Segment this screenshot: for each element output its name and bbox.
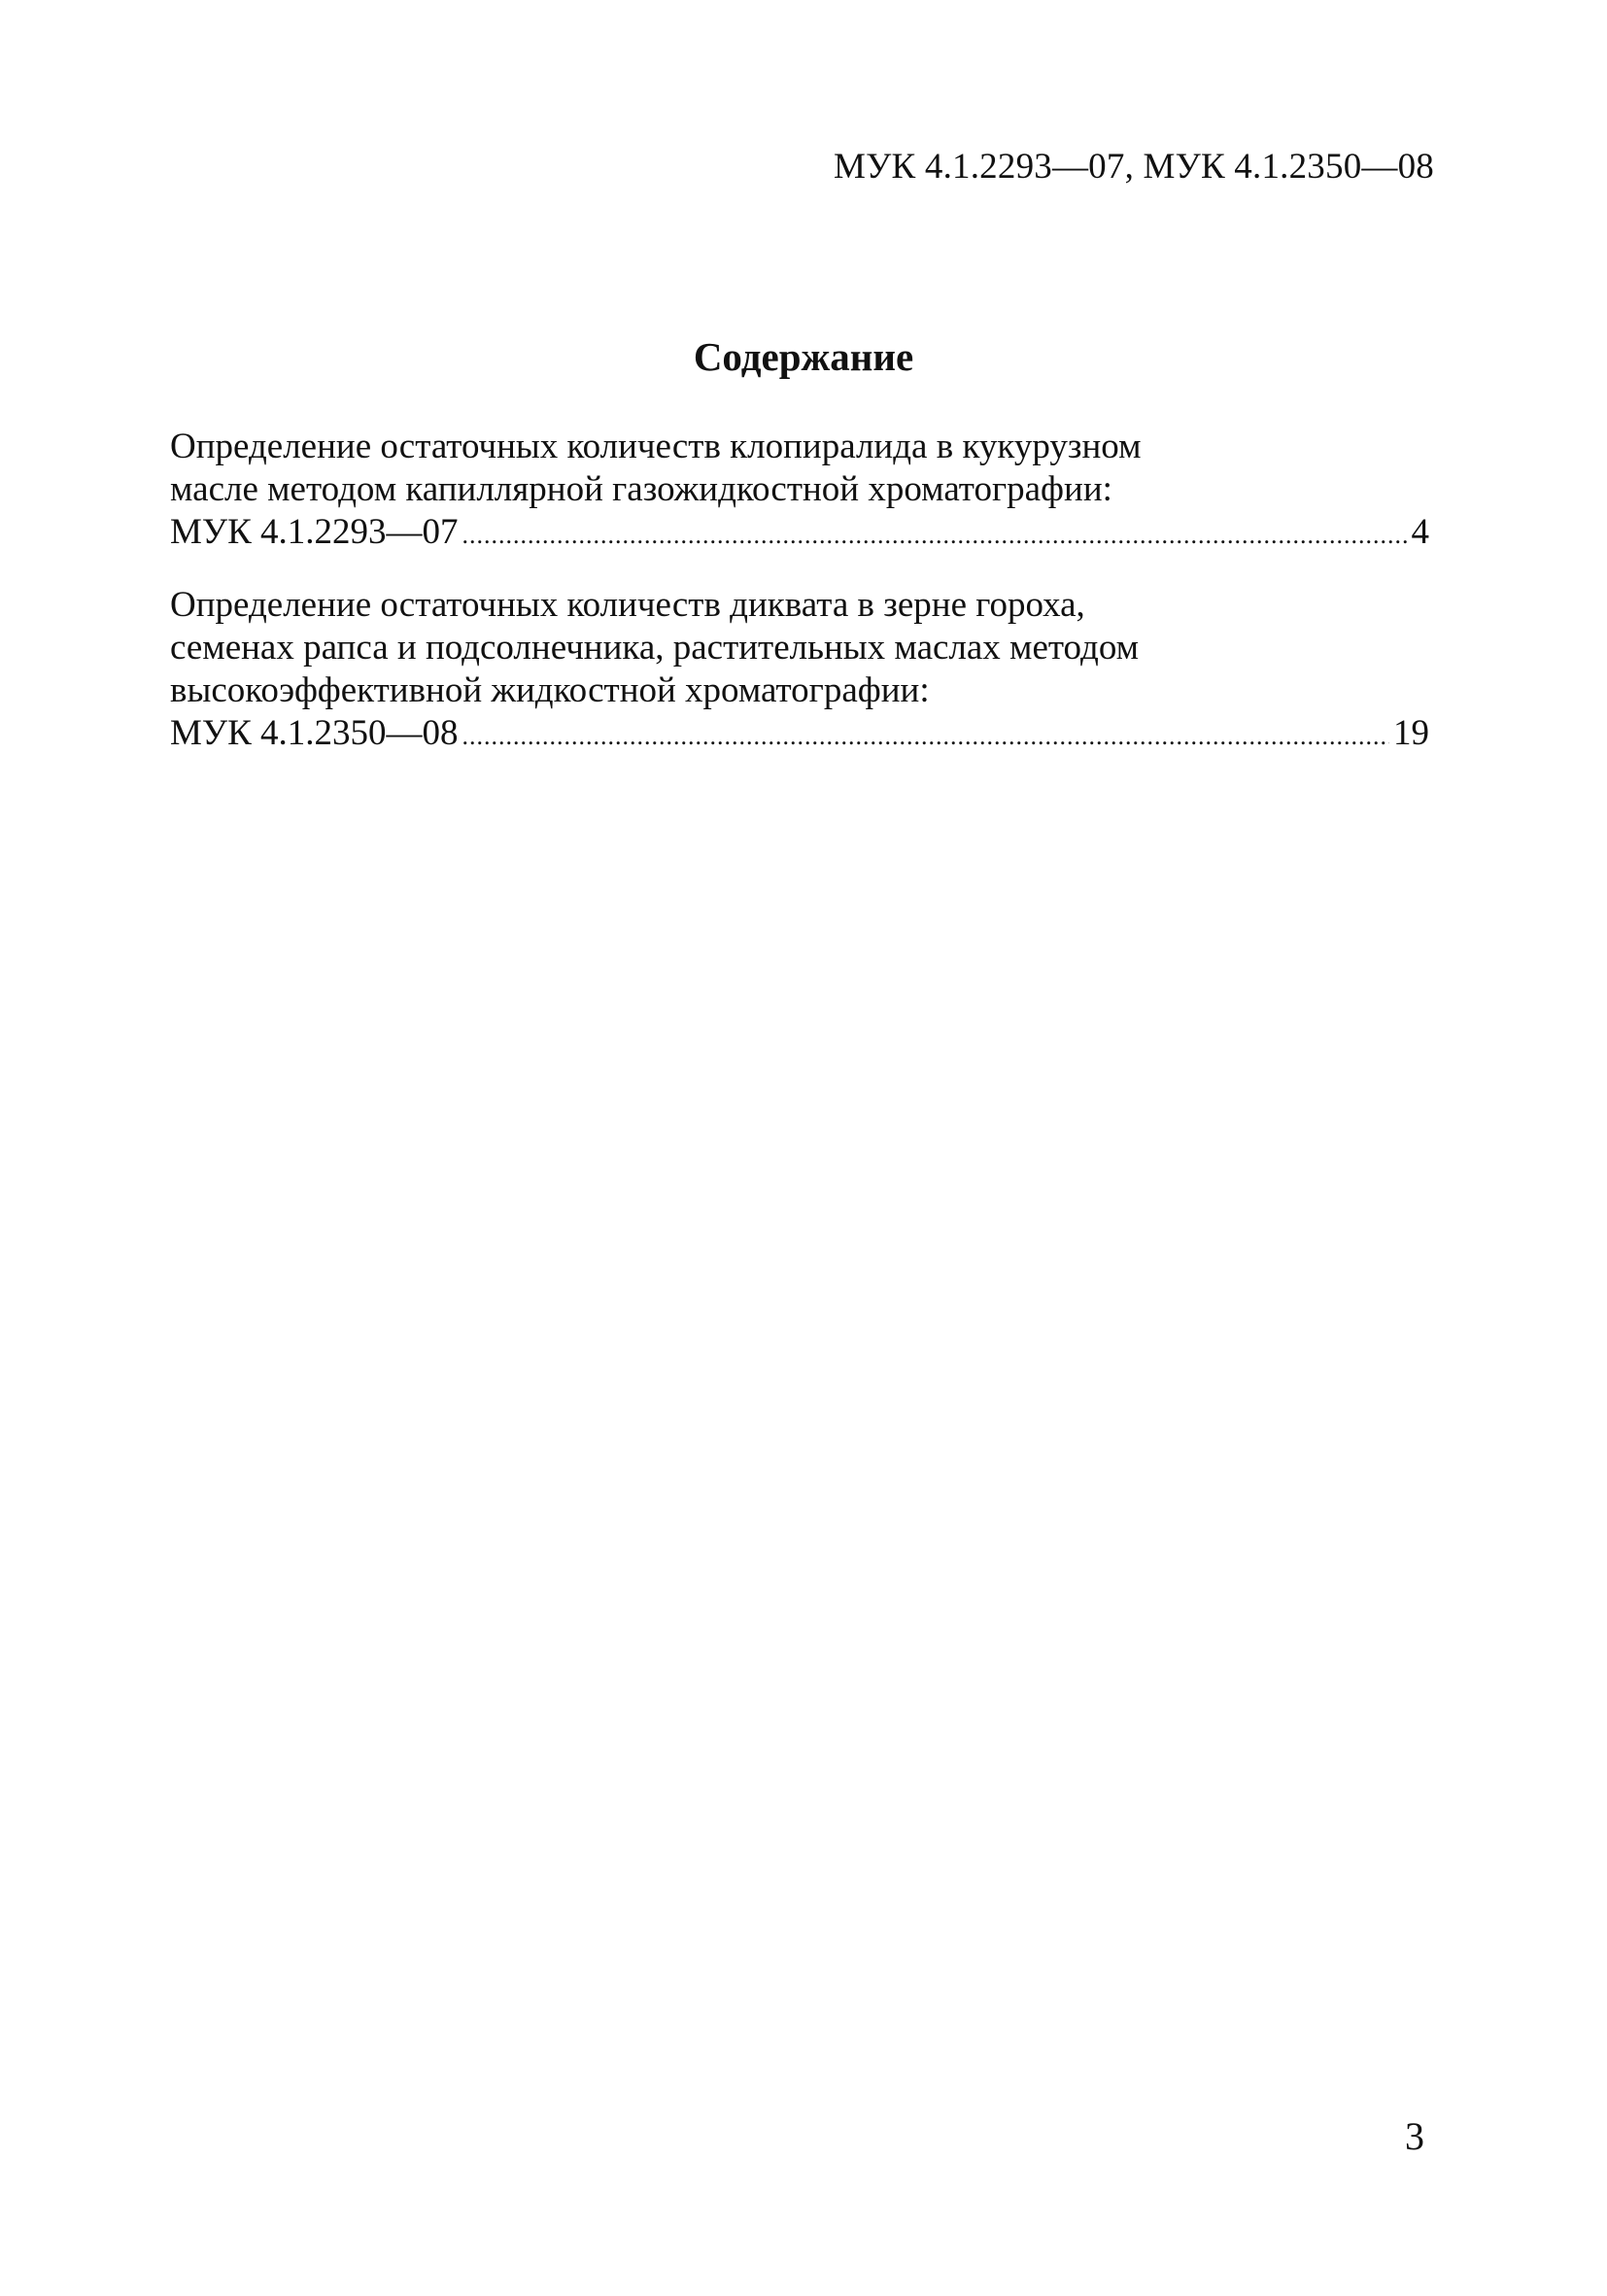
toc-entry-reference-line [170, 712, 1429, 758]
toc-entry-page[interactable]: 19 [1393, 713, 1429, 753]
toc-entry-text-line: высокоэффективной жидкостной хроматографии: [170, 670, 930, 710]
toc-entry-diquat[interactable] [170, 584, 1429, 758]
running-header: МУК 4.1.2293—07, МУК 4.1.2350—08 [834, 147, 1434, 187]
dot-leader [462, 715, 1389, 758]
toc-entry-clopyralid[interactable] [170, 426, 1429, 557]
toc-entry-text-line: Определение остаточных количеств клопиралида в кукурузном [170, 427, 1142, 466]
table-of-contents [170, 426, 1429, 785]
toc-entry-code: МУК 4.1.2293—07 [170, 512, 459, 552]
toc-entry-text-line: масле методом капиллярной газожидкостной хроматографии: [170, 469, 1112, 509]
toc-entry-text-line: семенах рапса и подсолнечника, растительных маслах методом [170, 628, 1140, 668]
toc-entry-text-line: Определение остаточных количеств диквата в зерне гороха, [170, 585, 1085, 625]
dot-leader [462, 514, 1408, 557]
page-number: 3 [1405, 2114, 1424, 2158]
toc-entry-reference-line [170, 511, 1429, 557]
toc-title: Содержание [693, 334, 914, 379]
toc-entry-code: МУК 4.1.2350—08 [170, 713, 459, 753]
toc-entry-page[interactable]: 4 [1411, 512, 1429, 552]
